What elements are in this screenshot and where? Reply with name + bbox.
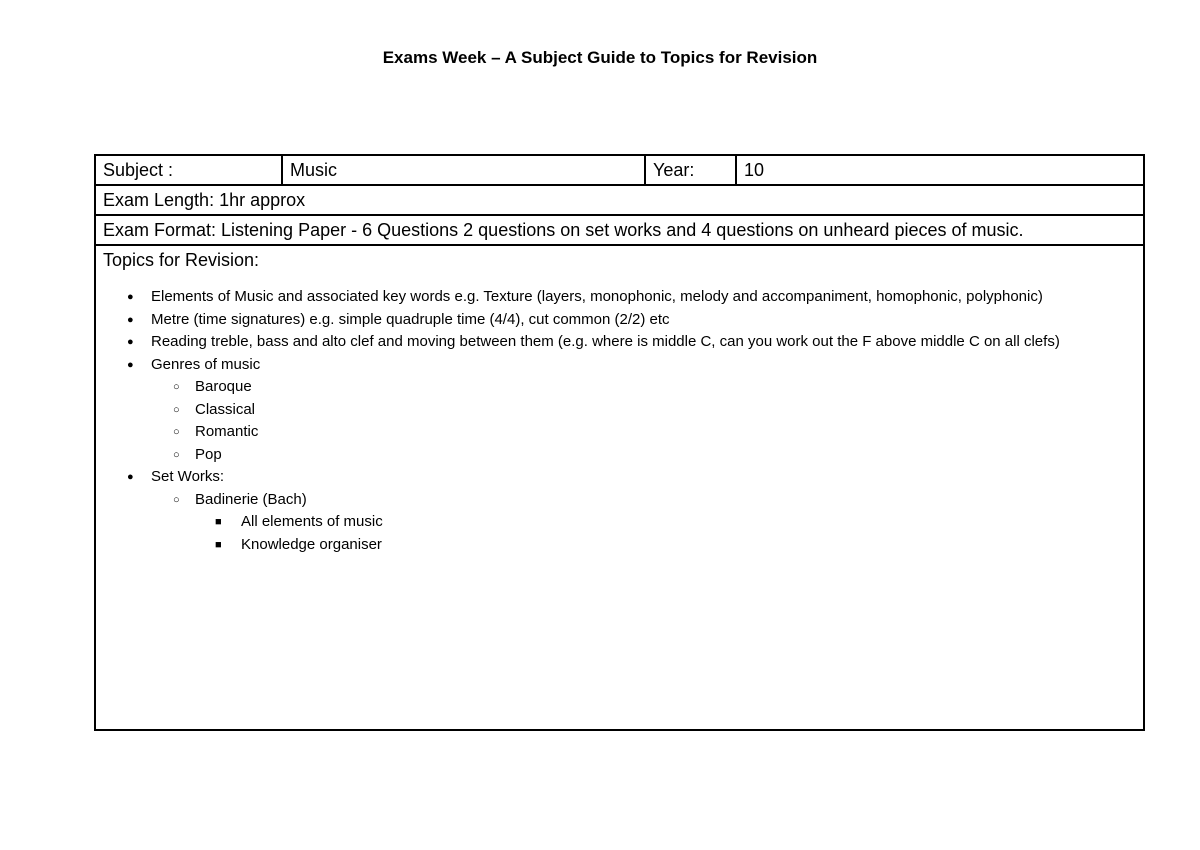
genre-romantic: ○ Romantic <box>195 421 1136 444</box>
list-item <box>151 331 1136 354</box>
topics-list <box>103 286 1136 556</box>
topic-set-works: Set Works: <box>151 468 225 485</box>
exam-length: Exam Length: 1hr approx <box>95 185 1144 215</box>
set-work-item-knowledge: ■ Knowledge organiser <box>241 534 1136 557</box>
set-works-list <box>151 489 1136 557</box>
list-item <box>151 286 1136 309</box>
genre-classical: ○ Classical <box>195 399 1136 422</box>
list-item <box>151 354 1136 467</box>
subject-row <box>95 155 1144 185</box>
set-work-1-label: Badinerie (Bach) <box>195 490 307 508</box>
set-work-badinerie <box>195 489 1136 557</box>
exam-format-row <box>95 215 1144 245</box>
genre-pop: ○ Pop <box>195 444 1136 467</box>
year-label: Year: <box>645 155 736 185</box>
list-item <box>151 466 1136 556</box>
exam-format: Exam Format: Listening Paper - 6 Questions 2 questions on set works and 4 questions on unheard pieces of music. <box>95 215 1144 245</box>
topics-row <box>95 245 1144 730</box>
topic-elements: Elements of Music and associated key words e.g. Texture (layers, monophonic, melody and accompaniment, homophonic, polyphonic) <box>151 288 1043 305</box>
topic-metre: Metre (time signatures) e.g. simple quadruple time (4/4), cut common (2/2) etc <box>151 310 670 328</box>
topics-heading: Topics for Revision: <box>103 250 260 270</box>
genres-list <box>151 376 1136 466</box>
topic-genres: Genres of music <box>151 355 261 373</box>
exam-length-row <box>95 185 1144 215</box>
genre-baroque: ○ Baroque <box>195 376 1136 399</box>
topics-cell <box>95 245 1144 730</box>
topic-reading: Reading treble, bass and alto clef and moving between them (e.g. where is middle C, can you work out the F above middle C on all clefs) <box>151 333 1060 350</box>
document-title: Exams Week – A Subject Guide to Topics for Revision <box>382 48 818 67</box>
subject-value: Music <box>282 155 645 185</box>
set-work-item-elements: ■ All elements of music <box>241 511 1136 534</box>
subject-label: Subject : <box>95 155 282 185</box>
list-item <box>151 309 1136 332</box>
set-work-1-items <box>195 511 1136 556</box>
year-value: 10 <box>736 155 1144 185</box>
subject-guide-table <box>94 154 1145 731</box>
